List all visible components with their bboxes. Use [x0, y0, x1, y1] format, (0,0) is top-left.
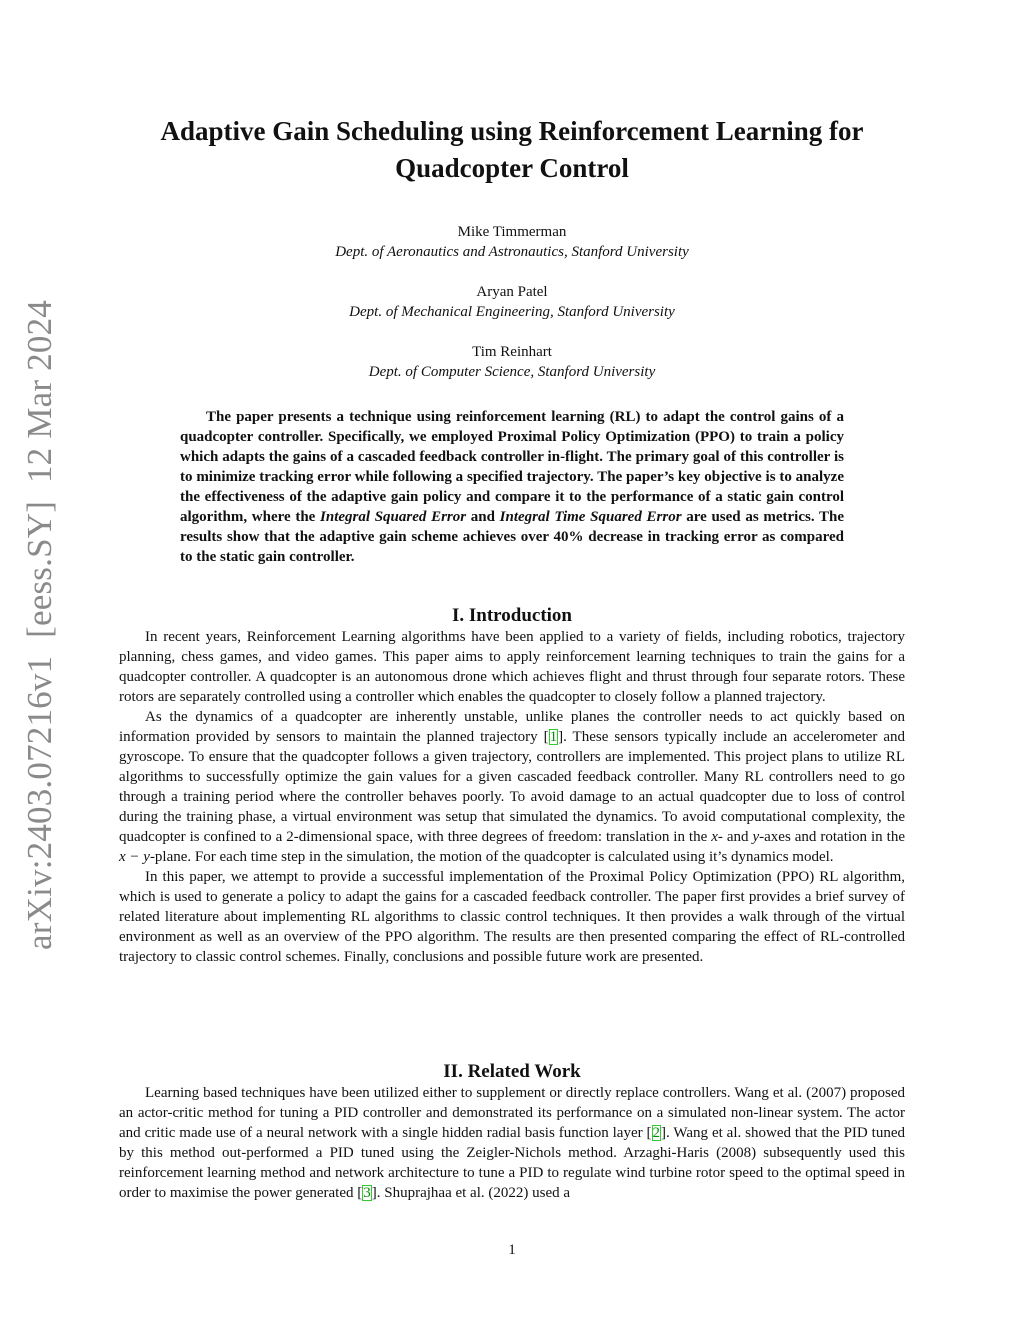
paragraph-text: ]. Wang et al. showed that the PID tuned by this method out-performed a PID tuned using the Zeigler-Nichols method. Arzaghi-Haris (2008) subsequently used this reinforcement learning method and network architecture to tune a PID to regulate wind turbine rotor speed to the optimal speed in order to maximise the power generated [	[119, 1125, 905, 1201]
paragraph-text: ]. Shuprajhaa et al. (2022) used a	[371, 1185, 571, 1201]
abstract-text: The paper presents a technique using reinforcement learning (RL) to adapt the control gains of a quadcopter controller. Specifically, we employed Proximal Policy Optimization (PPO) to train a policy which adapts the gains of a cascaded feedback controller in-flight. The primary goal of this controller is to minimize tracking error while following a specified trajectory. The paper’s key objective is to analyze the effectiveness of the adaptive gain policy and compare it to the performance of a static gain control algorithm, where the	[180, 409, 844, 525]
citation-link[interactable]: 2	[652, 1125, 661, 1141]
abstract-text: and	[466, 509, 500, 525]
author-name: Aryan Patel	[476, 284, 548, 300]
paragraph-text: ]. These sensors typically include an accelerometer and gyroscope. To ensure that the quadcopter follows a given trajectory, controllers are implemented. This project plans to utilize RL algorithms to successfully optimize the gain values for a given cascaded feedback controller. Many RL controllers need to go through a training period where the controller behaves poorly. To avoid damage to an actual quadcopter due to loss of control during the training phase, a virtual environment was setup that simulated the dynamics. To avoid computational complexity, the quadcopter is confined to a 2-dimensional space, with three degrees of freedom: translation in the	[119, 729, 905, 845]
paragraph: In this paper, we attempt to provide a successful implementation of the Proximal Policy Optimization (PPO) RL algorithm, which is used to generate a policy to adapt the gains for a cascaded feedback controller. The paper first provides a brief survey of related literature about implementing RL algorithms to classic control techniques. It then provides a walk through of the virtual environment as well as an overview of the PPO algorithm. The results are then presented comparing the effect of RL-controlled trajectory to classic control schemes. Finally, conclusions and possible future work are presented.	[119, 869, 905, 965]
math-plane: x − y	[119, 849, 150, 865]
paragraph-text: -axes and rotation in the	[759, 829, 905, 845]
author-affiliation: Dept. of Aeronautics and Astronautics, Stanford University	[335, 244, 689, 260]
paper-title: Adaptive Gain Scheduling using Reinforcement Learning for Quadcopter Control	[160, 116, 864, 183]
author-affiliation: Dept. of Mechanical Engineering, Stanford University	[349, 304, 675, 320]
author-name: Mike Timmerman	[457, 224, 567, 240]
author-1	[200, 222, 824, 262]
abstract-metric-ise: Integral Squared Error	[320, 509, 467, 525]
abstract	[180, 407, 844, 567]
paragraph-text: -plane. For each time step in the simulation, the motion of the quadcopter is calculated using it’s dynamics model.	[149, 849, 834, 865]
abstract-text: are used as metrics. The results show that the adaptive gain scheme achieves over 40% decrease in tracking error as compared to the static gain controller.	[180, 509, 844, 565]
section-heading-related-work: II. Related Work	[443, 1061, 581, 1082]
paragraph	[119, 707, 905, 867]
paragraph: In recent years, Reinforcement Learning algorithms have been applied to a variety of fields, including robotics, trajectory planning, chess games, and video games. This paper aims to apply reinforcement learning techniques to train the gains for a quadcopter controller. A quadcopter is an autonomous drone which achieves flight and thrust through four separate rotors. These rotors are separately controlled using a controller which enables the quadcopter to closely follow a planned trajectory.	[119, 629, 905, 705]
introduction-body	[119, 627, 905, 967]
abstract-metric-itse: Integral Time Squared Error	[499, 509, 682, 525]
math-x: x	[711, 829, 718, 845]
section-heading-introduction: I. Introduction	[451, 605, 572, 626]
author-affiliation: Dept. of Computer Science, Stanford University	[368, 364, 656, 380]
author-name: Tim Reinhart	[472, 344, 552, 360]
paragraph-text: - and	[717, 829, 753, 845]
paragraph-text: As the dynamics of a quadcopter are inherently unstable, unlike planes the controller needs to act quickly based on information provided by sensors to maintain the planned trajectory [	[119, 709, 905, 745]
citation-link[interactable]: 3	[363, 1185, 371, 1201]
paragraph-text: Learning based techniques have been utilized either to supplement or directly replace controllers. Wang et al. (2007) proposed an actor-critic method for tuning a PID controller and demonstrated its performance on a simulated non-linear system. The actor and critic made use of a neural network with a single hidden radial basis function layer [	[119, 1085, 905, 1141]
paragraph	[119, 1083, 905, 1203]
math-y: y	[752, 829, 760, 845]
citation-link[interactable]: 1	[549, 729, 558, 745]
author-3	[200, 342, 824, 382]
page-number: 1	[508, 1242, 516, 1258]
related-work-body	[119, 1083, 905, 1203]
arxiv-identifier: arXiv:2403.07216v1 [eess.SY] 12 Mar 2024	[20, 300, 59, 950]
author-2	[200, 282, 824, 322]
